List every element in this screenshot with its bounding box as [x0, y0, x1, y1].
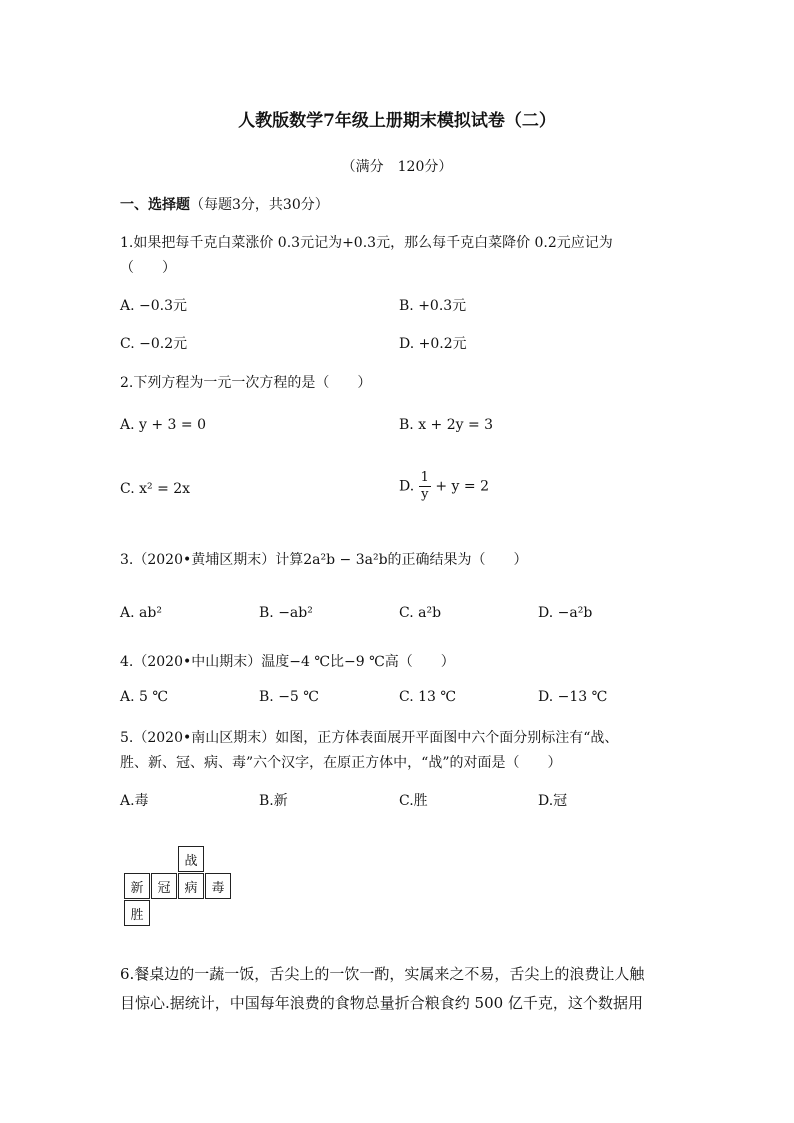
q2-option-c-expr: x² = 2x	[139, 481, 191, 497]
q3-stem	[120, 549, 528, 569]
q2-option-d-fraction	[419, 470, 431, 503]
q3-stem-before: 3.（2020•黄埔区期末）计算	[120, 552, 304, 568]
q3-stem-after: 的正确结果为（ ）	[387, 552, 528, 568]
q1-option-d: D. +0.2元	[399, 336, 467, 352]
q3-option-d: D. −a²b	[538, 605, 593, 621]
page-subtitle: （满分 120分）	[341, 159, 453, 175]
q5-option-d: D.冠	[538, 793, 568, 809]
q5-stem-line2: 胜、新、冠、病、毒”六个汉字，在原正方体中，“战”的对面是（ ）	[120, 755, 562, 771]
q3-option-a: A. ab²	[120, 605, 162, 621]
q6-stem-line1: 6.餐桌边的一蔬一饭，舌尖上的一饮一酌，实属来之不易，舌尖上的浪费让人触	[120, 965, 645, 983]
cube-net-figure	[124, 846, 234, 928]
q4-stem: 4.（2020•中山期末）温度−4 ℃比−9 ℃高（ ）	[120, 654, 455, 670]
q1-option-a: A. −0.3元	[120, 298, 188, 314]
net-face-zhan: 战	[178, 846, 204, 872]
q5-option-c: C.胜	[399, 793, 428, 809]
q2-option-b	[399, 417, 493, 433]
q5-option-b: B.新	[259, 793, 288, 809]
net-face-bing: 病	[178, 873, 204, 899]
q2-option-c-label: C.	[120, 481, 135, 497]
page-title: 人教版数学7年级上册期末模拟试卷（二）	[238, 111, 556, 131]
q6-stem-line2: 目惊心.据统计，中国每年浪费的食物总量折合粮食约 500 亿千克，这个数据用	[120, 994, 643, 1012]
q2-option-d-label: D.	[399, 478, 415, 495]
q2-option-d-expr: + y = 2	[435, 478, 490, 495]
q2-option-a	[120, 417, 206, 433]
net-face-sheng: 胜	[124, 900, 150, 926]
q4-option-a: A. 5 ℃	[120, 689, 169, 705]
q2-option-d	[399, 470, 489, 503]
section-title: 一、选择题	[120, 197, 190, 213]
q2-option-a-label: A.	[120, 417, 135, 433]
net-face-du: 毒	[205, 873, 231, 899]
q4-option-c: C. 13 ℃	[399, 689, 457, 705]
q4-option-b: B. −5 ℃	[259, 689, 319, 705]
q3-stem-expr: 2a²b − 3a²b	[303, 552, 388, 568]
q3-option-b: B. −ab²	[259, 605, 313, 621]
q5-option-a: A.毒	[120, 793, 149, 809]
q2-option-a-expr: y + 3 = 0	[139, 417, 207, 433]
fraction-numerator: 1	[420, 470, 429, 485]
fraction-denominator: y	[421, 487, 429, 502]
q1-stem-line2: （ ）	[120, 260, 176, 276]
q1-stem-line1: 1.如果把每千克白菜涨价 0.3元记为+0.3元，那么每千克白菜降价 0.2元应记为	[120, 235, 613, 251]
q2-stem: 2.下列方程为一元一次方程的是（ ）	[120, 375, 372, 391]
section-note: （每题3分，共30分）	[190, 197, 329, 213]
q3-option-c: C. a²b	[399, 605, 442, 621]
q4-option-d: D. −13 ℃	[538, 689, 608, 705]
section-heading	[120, 194, 329, 214]
net-face-xin: 新	[124, 873, 150, 899]
q2-option-c	[120, 481, 190, 497]
q2-option-b-expr: x + 2y = 3	[418, 417, 494, 433]
q2-option-b-label: B.	[399, 417, 414, 433]
q1-option-b: B. +0.3元	[399, 298, 467, 314]
q1-option-c: C. −0.2元	[120, 336, 188, 352]
net-face-guan: 冠	[151, 873, 177, 899]
q5-stem-line1: 5.（2020•南山区期末）如图，正方体表面展开平面图中六个面分别标注有“战、	[120, 730, 619, 746]
